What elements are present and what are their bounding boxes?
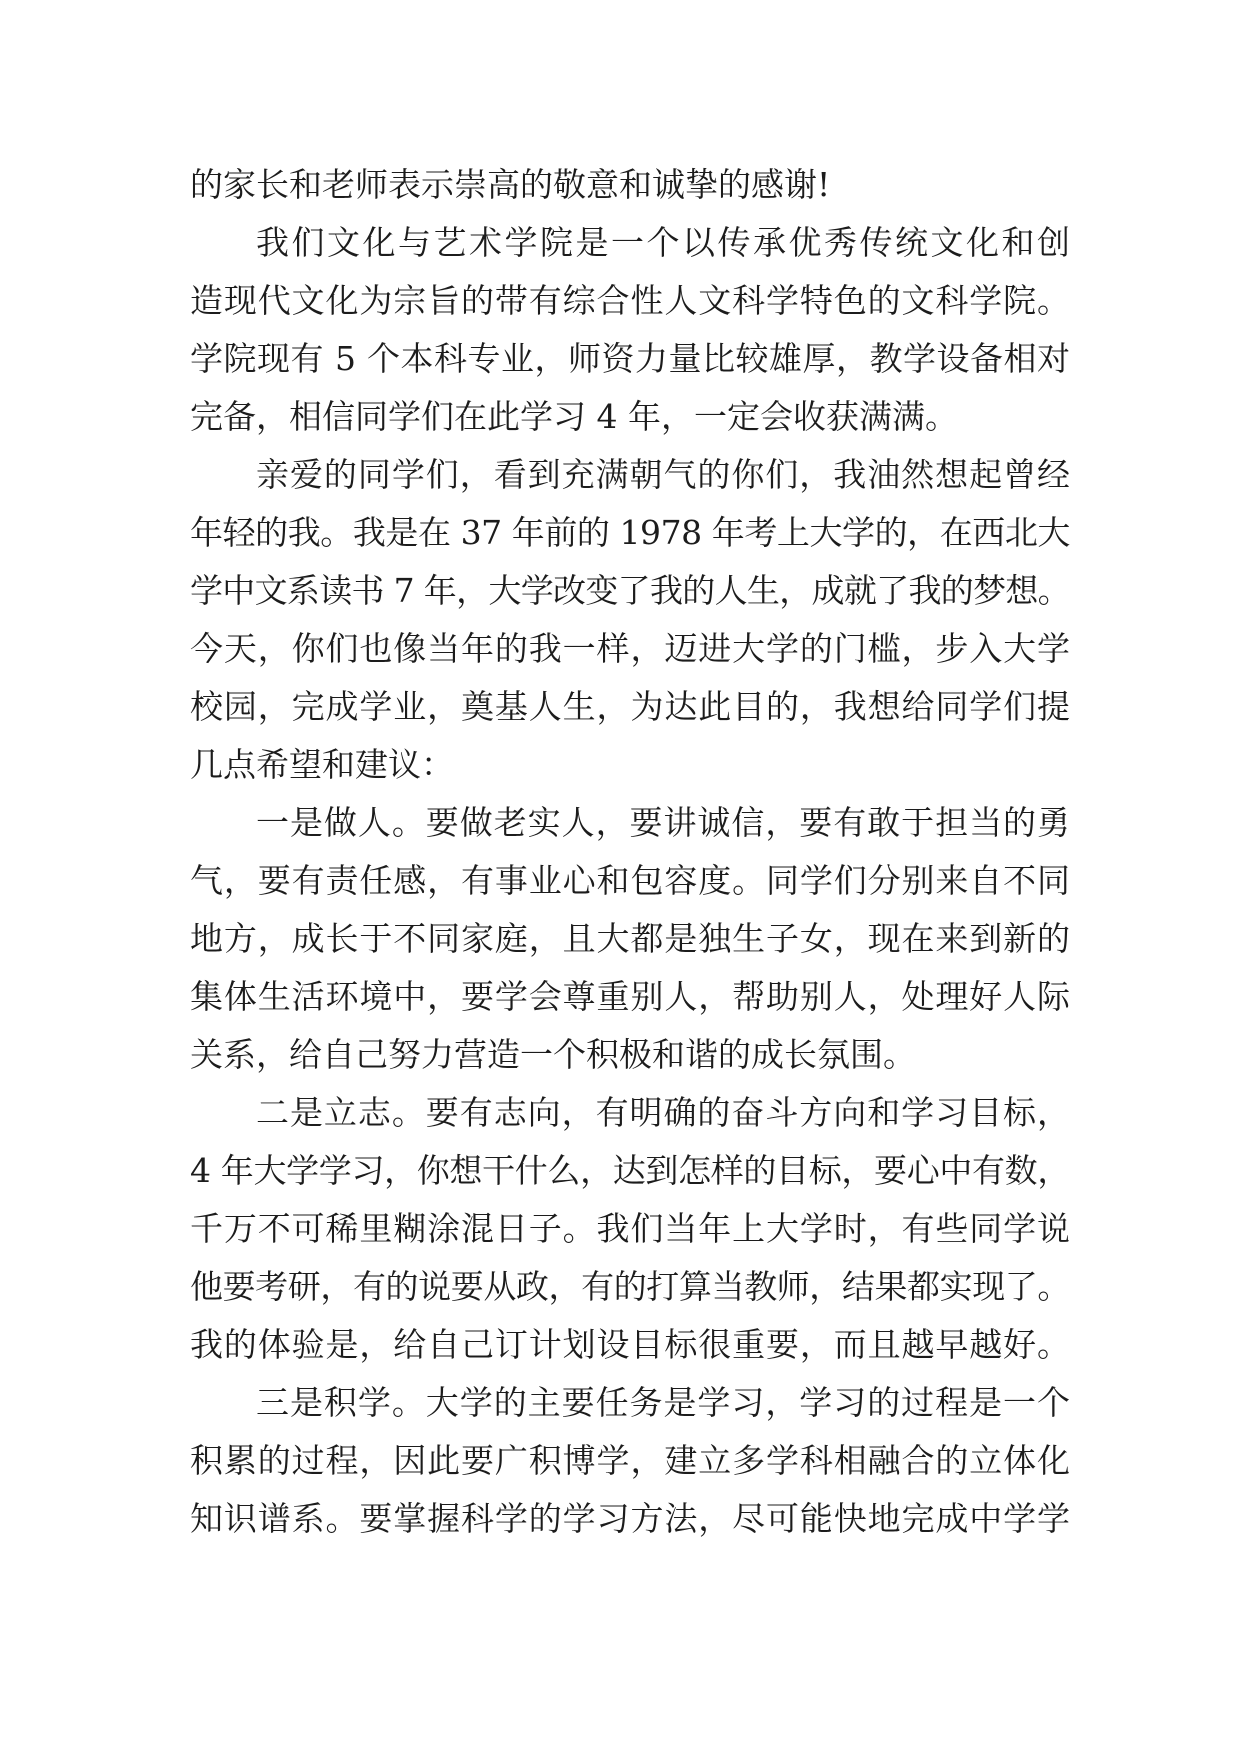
text-line: 亲爱的同学们，看到充满朝气的你们，我油然想起曾经 [256, 455, 1070, 494]
body-text [190, 156, 1070, 1548]
text-line: 一是做人。要做老实人，要讲诚信，要有敢于担当的勇 [256, 803, 1070, 842]
text-line: 知识谱系。要掌握科学的学习方法，尽可能快地完成中学学 [190, 1499, 1070, 1538]
text-line: 的家长和老师表示崇高的敬意和诚挚的感谢! [190, 165, 831, 204]
text-line: 造现代文化为宗旨的带有综合性人文科学特色的文科学院。 [190, 281, 1070, 320]
text-line: 集体生活环境中，要学会尊重别人，帮助别人，处理好人际 [190, 977, 1070, 1016]
text-line: 学中文系读书 7 年，大学改变了我的人生，成就了我的梦想。 [190, 571, 1070, 610]
text-line: 积累的过程，因此要广积博学，建立多学科相融合的立体化 [190, 1441, 1070, 1480]
text-line: 今天，你们也像当年的我一样，迈进大学的门槛，步入大学 [190, 629, 1070, 668]
text-line: 三是积学。大学的主要任务是学习，学习的过程是一个 [256, 1383, 1070, 1422]
text-line: 二是立志。要有志向，有明确的奋斗方向和学习目标， [256, 1093, 1070, 1132]
text-line: 千万不可稀里糊涂混日子。我们当年上大学时，有些同学说 [190, 1209, 1070, 1248]
text-line: 我的体验是，给自己订计划设目标很重要，而且越早越好。 [190, 1325, 1070, 1364]
text-line: 几点希望和建议： [190, 745, 454, 784]
text-line: 他要考研，有的说要从政，有的打算当教师，结果都实现了。 [190, 1267, 1070, 1306]
text-line: 气，要有责任感，有事业心和包容度。同学们分别来自不同 [190, 861, 1070, 900]
text-line: 学院现有 5 个本科专业，师资力量比较雄厚，教学设备相对 [190, 339, 1070, 378]
text-line: 地方，成长于不同家庭，且大都是独生子女，现在来到新的 [190, 919, 1070, 958]
text-line: 4 年大学学习，你想干什么，达到怎样的目标，要心中有数， [190, 1151, 1070, 1190]
text-line: 完备，相信同学们在此学习 4 年，一定会收获满满。 [190, 397, 958, 436]
text-line: 关系，给自己努力营造一个积极和谐的成长氛围。 [190, 1035, 916, 1074]
text-line: 我们文化与艺术学院是一个以传承优秀传统文化和创 [256, 223, 1070, 262]
text-line: 校园，完成学业，奠基人生，为达此目的，我想给同学们提 [190, 687, 1070, 726]
text-line: 年轻的我。我是在 37 年前的 1978 年考上大学的，在西北大 [190, 513, 1070, 552]
